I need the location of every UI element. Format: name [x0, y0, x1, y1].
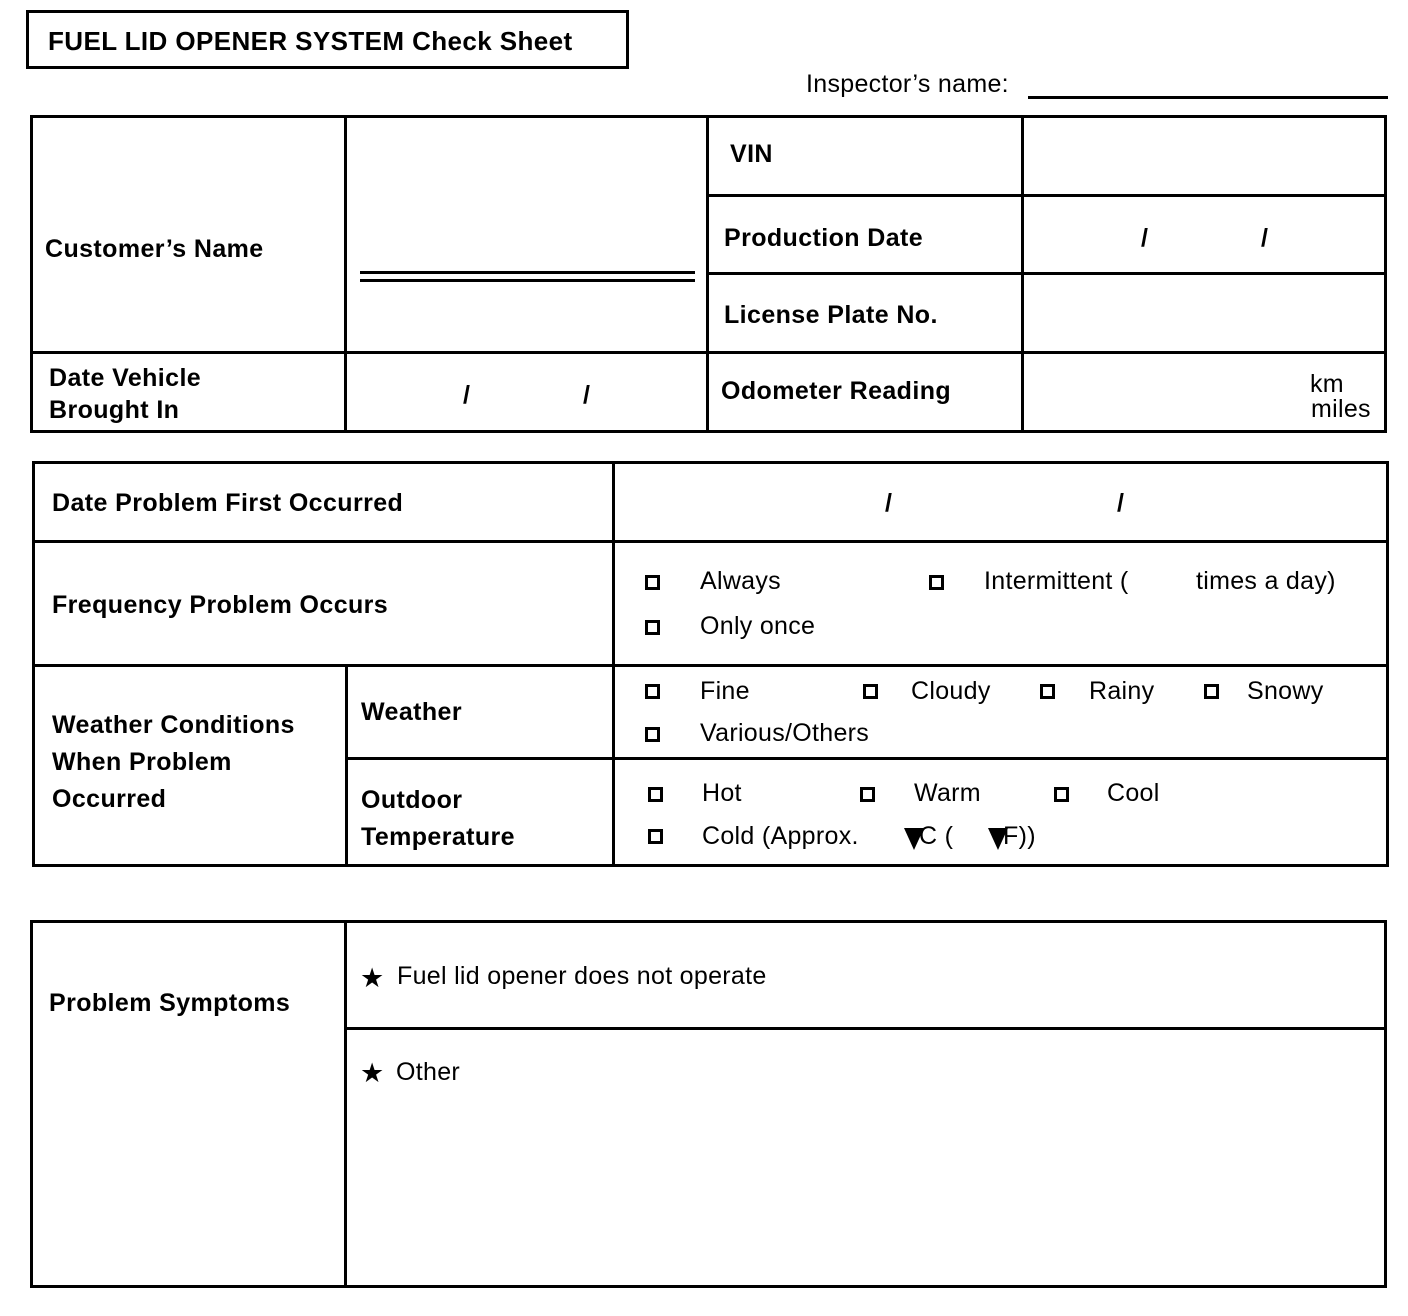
production-date-slash-1: /	[1141, 224, 1148, 252]
checkbox-fine[interactable]	[645, 684, 660, 699]
option-intermittent-open: Intermittent (	[984, 567, 1129, 595]
checkbox-only-once[interactable]	[645, 620, 660, 635]
inspector-label: Inspector’s name:	[806, 70, 1009, 98]
outdoor-temp-label-line2: Temperature	[361, 823, 515, 851]
option-snowy: Snowy	[1247, 677, 1324, 705]
vin-label: VIN	[730, 140, 773, 168]
checkbox-cloudy[interactable]	[863, 684, 878, 699]
first-occurred-label: Date Problem First Occurred	[52, 489, 404, 517]
option-always: Always	[700, 567, 781, 595]
checkbox-snowy[interactable]	[1204, 684, 1219, 699]
customer-name-field[interactable]	[360, 271, 695, 274]
inspector-name-field[interactable]	[1028, 96, 1388, 99]
option-cloudy: Cloudy	[911, 677, 991, 705]
production-date-label: Production Date	[724, 224, 924, 252]
symptom-item-1: Fuel lid opener does not operate	[397, 962, 767, 990]
option-cold-prefix: Cold (Approx.	[702, 822, 859, 850]
option-various: Various/Others	[700, 719, 870, 747]
weather-label: Weather	[361, 698, 462, 726]
symptom-item-1-field[interactable]	[349, 925, 1382, 1025]
weather-conditions-label-line1: Weather Conditions	[52, 711, 295, 739]
date-brought-in-label-line2: Brought In	[49, 396, 180, 424]
option-fine: Fine	[700, 677, 750, 705]
vin-field[interactable]	[1026, 120, 1382, 192]
option-warm: Warm	[914, 779, 981, 807]
checkbox-cool[interactable]	[1054, 787, 1069, 802]
option-cold-fahrenheit: F))	[1003, 822, 1036, 850]
first-occurred-slash-2: /	[1117, 489, 1124, 517]
checkbox-hot[interactable]	[648, 787, 663, 802]
checkbox-intermittent[interactable]	[929, 575, 944, 590]
checkbox-cold[interactable]	[648, 829, 663, 844]
symptom-item-2: Other	[396, 1058, 461, 1086]
symptom-other-field[interactable]	[349, 1032, 1382, 1284]
weather-conditions-label-line2: When Problem	[52, 748, 232, 776]
checkbox-always[interactable]	[645, 575, 660, 590]
option-rainy: Rainy	[1089, 677, 1155, 705]
option-only-once: Only once	[700, 612, 816, 640]
star-icon: ★	[360, 963, 385, 993]
checkbox-warm[interactable]	[860, 787, 875, 802]
odometer-label: Odometer Reading	[721, 377, 952, 405]
production-date-slash-2: /	[1261, 224, 1268, 252]
customer-name-label: Customer’s Name	[45, 235, 264, 263]
unit-km: km	[1310, 370, 1344, 398]
license-plate-label: License Plate No.	[724, 301, 938, 329]
date-brought-in-label-line1: Date Vehicle	[49, 364, 202, 392]
star-icon: ★	[360, 1058, 385, 1088]
first-occurred-slash-1: /	[885, 489, 892, 517]
frequency-label: Frequency Problem Occurs	[52, 591, 389, 619]
option-hot: Hot	[702, 779, 742, 807]
brought-in-slash-1: /	[463, 381, 470, 409]
weather-conditions-label-line3: Occurred	[52, 785, 167, 813]
license-plate-field[interactable]	[1026, 277, 1382, 349]
option-cold-celsius: C (	[919, 822, 954, 850]
problem-symptoms-label: Problem Symptoms	[49, 989, 291, 1017]
brought-in-slash-2: /	[583, 381, 590, 409]
page-title: FUEL LID OPENER SYSTEM Check Sheet	[48, 26, 573, 56]
checkbox-rainy[interactable]	[1040, 684, 1055, 699]
outdoor-temp-label-line1: Outdoor	[361, 786, 463, 814]
option-intermittent-close: times a day)	[1196, 567, 1336, 595]
checkbox-various[interactable]	[645, 727, 660, 742]
unit-miles: miles	[1311, 395, 1371, 423]
option-cool: Cool	[1107, 779, 1160, 807]
